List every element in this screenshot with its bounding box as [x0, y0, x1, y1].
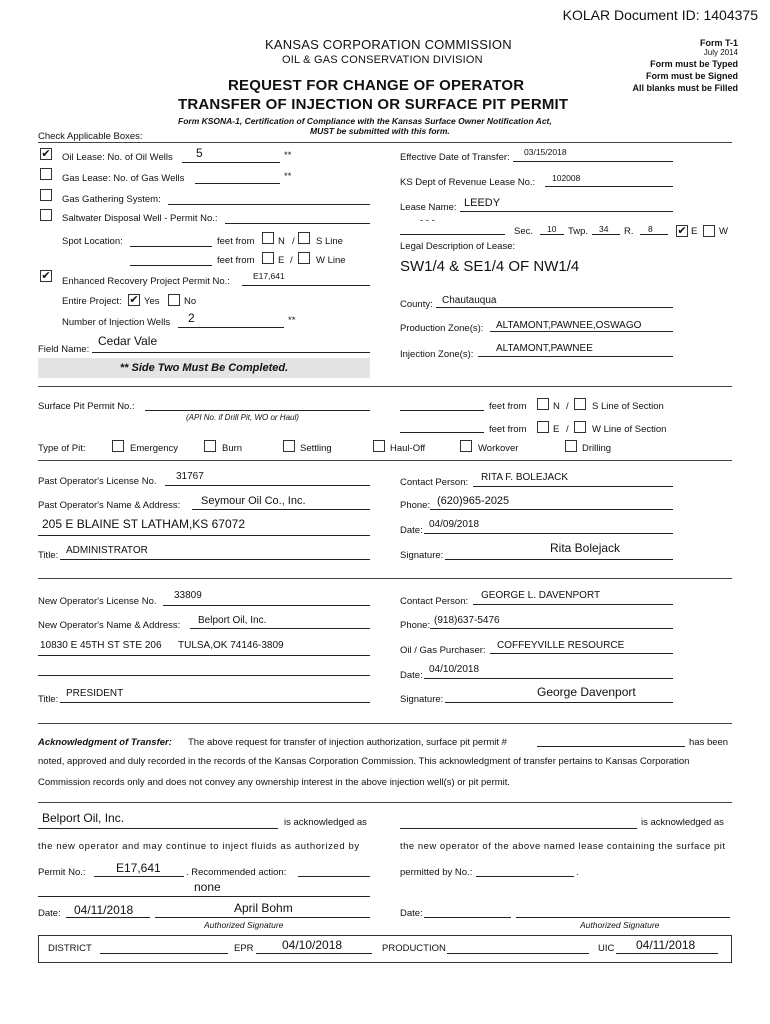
spot-n-label: N — [278, 236, 285, 247]
pit-workover-checkbox[interactable] — [460, 440, 472, 452]
production-zone-label: Production Zone(s): — [400, 323, 484, 334]
lease-name-label: Lease Name: — [400, 202, 457, 213]
kcc-recommended-line[interactable] — [298, 876, 370, 877]
past-license-line — [165, 485, 370, 486]
past-address-line — [38, 535, 370, 536]
form-title-line2: TRANSFER OF INJECTION OR SURFACE PIT PERMIT — [178, 96, 569, 113]
legal-desc-value[interactable]: SW1/4 & SE1/4 OF NW1/4 — [400, 258, 580, 275]
divider — [38, 142, 732, 143]
pit-ew-feet-line[interactable] — [400, 432, 484, 433]
effective-date-line — [513, 161, 673, 162]
oil-lease-label: Oil Lease: No. of Oil Wells — [62, 152, 173, 163]
effective-date-label: Effective Date of Transfer: — [400, 152, 510, 163]
kcc-right-auth-sig: Authorized Signature — [580, 920, 660, 930]
county-label: County: — [400, 299, 433, 310]
lease-name-line — [460, 211, 673, 212]
new-address-line — [38, 655, 370, 656]
spot-s-checkbox[interactable] — [298, 232, 310, 244]
spot-e-label: E — [278, 255, 285, 266]
new-title-value[interactable]: PRESIDENT — [66, 688, 124, 699]
ks-lease-value[interactable]: 102008 — [552, 173, 581, 183]
gas-lease-checkbox[interactable] — [40, 168, 52, 180]
twp-label: Twp. — [568, 226, 589, 237]
swd-permit-line[interactable] — [225, 223, 370, 224]
pit-burn-label: Burn — [222, 443, 243, 454]
injection-wells-value[interactable]: 2 — [188, 311, 195, 325]
entire-project-no: No — [184, 296, 197, 307]
spot-w-checkbox[interactable] — [298, 252, 310, 264]
kcc-right-signature-line[interactable] — [516, 917, 730, 918]
past-license-value[interactable]: 31767 — [176, 471, 204, 482]
new-address-line2[interactable] — [38, 675, 370, 676]
sec-line — [540, 234, 564, 235]
past-name-line — [192, 509, 370, 510]
range-e-label: E — [691, 226, 698, 237]
gas-gathering-line[interactable] — [168, 204, 370, 205]
ack-has-been: has been — [689, 737, 729, 748]
county-line — [436, 307, 673, 308]
epr-label: EPR — [234, 943, 254, 954]
new-license-line — [163, 605, 370, 606]
spot-ns-slash: / — [292, 236, 295, 247]
range-e-checkbox[interactable]: ✔ — [677, 225, 687, 237]
past-date-value[interactable]: 04/09/2018 — [429, 519, 480, 530]
quarter-line[interactable] — [400, 234, 505, 235]
new-name-label: New Operator's Name & Address: — [38, 620, 181, 631]
gas-wells-star: ** — [284, 171, 292, 182]
pit-hauloff-label: Haul-Off — [390, 443, 426, 454]
ks-lease-label: KS Dept of Revenue Lease No.: — [400, 177, 536, 188]
purchaser-label: Oil / Gas Purchaser: — [400, 645, 486, 656]
pit-w-checkbox[interactable] — [574, 421, 586, 433]
new-address-street[interactable]: 10830 E 45TH ST STE 206 — [40, 640, 162, 651]
twp-line — [592, 234, 620, 235]
pit-emergency-checkbox[interactable] — [112, 440, 124, 452]
range-line — [640, 234, 668, 235]
past-title-line — [60, 559, 370, 560]
gas-wells-line[interactable] — [195, 183, 280, 184]
pit-drilling-label: Drilling — [582, 443, 612, 454]
kcc-left-date-label: Date: — [38, 908, 61, 919]
form-date: July 2014 — [703, 48, 738, 57]
pit-api-note: (API No. if Drill Pit, WO or Haul) — [186, 413, 299, 422]
new-title-line — [60, 702, 370, 703]
entire-project-no-checkbox[interactable] — [168, 294, 180, 306]
past-title-label: Title: — [38, 550, 59, 561]
effective-date-value[interactable]: 03/15/2018 — [524, 147, 567, 157]
kcc-action-line — [38, 896, 370, 897]
pit-permit-label: Surface Pit Permit No.: — [38, 401, 135, 412]
ack-text-line1: The above request for transfer of injection authorization, surface pit permit # — [188, 737, 507, 748]
new-name-value[interactable]: Belport Oil, Inc. — [198, 615, 267, 626]
ksona-must: MUST be submitted with this form. — [310, 126, 450, 136]
swd-checkbox[interactable] — [40, 209, 52, 221]
form-id: Form T-1 — [699, 38, 738, 48]
entire-project-label: Entire Project: — [62, 296, 122, 307]
pit-s-checkbox[interactable] — [574, 398, 586, 410]
spot-feet-from-ns: feet from — [217, 236, 255, 247]
new-signature-label: Signature: — [400, 694, 444, 705]
field-name-line — [92, 352, 370, 353]
pit-burn-checkbox[interactable] — [204, 440, 216, 452]
division-name: OIL & GAS CONSERVATION DIVISION — [282, 54, 483, 66]
past-phone-value[interactable]: (620)965-2025 — [437, 495, 510, 507]
spot-w-label: W Line — [316, 255, 346, 266]
twp-value[interactable]: 34 — [599, 224, 609, 234]
kcc-left-text: the new operator and may continue to inject fluids as authorized by — [38, 841, 360, 852]
kcc-permit-label: Permit No.: — [38, 867, 86, 878]
pit-workover-label: Workover — [478, 443, 519, 454]
kcc-right-date-label: Date: — [400, 908, 423, 919]
new-date-label: Date: — [400, 670, 423, 681]
production-label: PRODUCTION — [382, 943, 446, 954]
past-phone-line — [430, 509, 673, 510]
kcc-right-date-line[interactable] — [424, 917, 511, 918]
kcc-permitted-by-label: permitted by No.: — [400, 867, 473, 878]
past-address-value[interactable]: 205 E BLAINE ST LATHAM,KS 67072 — [42, 517, 245, 531]
pit-settling-checkbox[interactable] — [283, 440, 295, 452]
kcc-right-company-line[interactable] — [400, 828, 637, 829]
kcc-action-value[interactable]: none — [194, 880, 221, 894]
kcc-right-is-ack: is acknowledged as — [641, 817, 724, 828]
kcc-right-text: the new operator of the above named lease containing the surface pit — [400, 841, 726, 852]
county-value[interactable]: Chautauqua — [442, 295, 497, 306]
past-phone-label: Phone: — [400, 500, 431, 511]
entire-project-yes-checkbox[interactable]: ✔ — [129, 294, 139, 306]
spot-e-w-feet-line[interactable] — [130, 265, 212, 266]
new-phone-value[interactable]: (918)637-5476 — [434, 615, 500, 626]
past-date-line — [424, 533, 673, 534]
kcc-company-line — [38, 828, 278, 829]
sec-value[interactable]: 10 — [547, 224, 557, 234]
side-two-notice: ** Side Two Must Be Completed. — [38, 358, 370, 378]
district-label: DISTRICT — [48, 943, 92, 954]
gas-gathering-label: Gas Gathering System: — [62, 194, 161, 205]
sec-label: Sec. — [514, 226, 534, 237]
kcc-left-signature-line — [155, 917, 370, 918]
pit-feet-from-ew: feet from — [489, 424, 527, 435]
past-contact-line — [473, 486, 673, 487]
kcc-permitted-by-line[interactable] — [476, 876, 574, 877]
pit-feet-from-ns: feet from — [489, 401, 527, 412]
kcc-recommended-label: . Recommended action: — [186, 867, 287, 878]
district-line[interactable] — [100, 953, 228, 954]
spot-feet-from-ew: feet from — [217, 255, 255, 266]
entire-project-yes: Yes — [144, 296, 160, 307]
injection-zone-value[interactable]: ALTAMONT,PAWNEE — [496, 343, 593, 354]
purchaser-line — [490, 653, 673, 654]
uic-line — [616, 953, 718, 954]
new-signature-value[interactable]: George Davenport — [537, 685, 636, 699]
past-signature-value[interactable]: Rita Bolejack — [550, 541, 621, 555]
divider — [38, 578, 732, 579]
location-dashes: - - - — [420, 215, 435, 226]
spot-location-label: Spot Location: — [62, 236, 123, 247]
kcc-permitted-by-period: . — [576, 867, 579, 878]
new-license-label: New Operator's License No. — [38, 596, 157, 607]
uic-date-value[interactable]: 04/11/2018 — [636, 938, 696, 952]
range-w-checkbox[interactable] — [703, 225, 715, 237]
range-label: R. — [624, 226, 634, 237]
legal-desc-label: Legal Description of Lease: — [400, 241, 516, 252]
check-boxes-label: Check Applicable Boxes: — [38, 131, 143, 142]
kcc-permit-value[interactable]: E17,641 — [116, 861, 161, 875]
oil-wells-star: ** — [284, 150, 292, 161]
pit-e-checkbox[interactable] — [537, 421, 549, 433]
erp-checkbox[interactable]: ✔ — [41, 270, 51, 282]
document-id: KOLAR Document ID: 1404375 — [562, 7, 758, 23]
pit-n-label: N — [553, 401, 560, 412]
past-signature-line — [445, 559, 673, 560]
divider — [38, 723, 732, 724]
note-signed: Form must be Signed — [645, 71, 738, 81]
spot-ew-slash: / — [290, 255, 293, 266]
spot-s-label: S Line — [316, 236, 343, 247]
new-title-label: Title: — [38, 694, 59, 705]
spot-n-checkbox[interactable] — [262, 232, 274, 244]
past-signature-label: Signature: — [400, 550, 444, 561]
new-date-line — [424, 678, 673, 679]
production-line[interactable] — [447, 953, 589, 954]
pit-hauloff-checkbox[interactable] — [373, 440, 385, 452]
uic-label: UIC — [598, 943, 615, 954]
pit-type-label: Type of Pit: — [38, 443, 86, 454]
new-address-city[interactable]: TULSA,OK 74146-3809 — [178, 640, 284, 651]
kcc-left-is-ack: is acknowledged as — [284, 817, 367, 828]
spot-e-checkbox[interactable] — [262, 252, 274, 264]
ack-heading: Acknowledgment of Transfer: — [38, 737, 172, 748]
ack-text-line2: noted, approved and duly recorded in the records of the Kansas Corporation Commission. This acknowledgment of transfer pertains to Kansas Corporation — [38, 756, 690, 767]
kcc-company-value[interactable]: Belport Oil, Inc. — [42, 811, 125, 825]
past-name-label: Past Operator's Name & Address: — [38, 500, 181, 511]
erp-line — [242, 285, 370, 286]
kcc-left-signature-value[interactable]: April Bohm — [234, 901, 293, 915]
new-license-value[interactable]: 33809 — [174, 590, 202, 601]
kcc-permit-line — [94, 876, 184, 877]
field-name-label: Field Name: — [38, 344, 90, 355]
gas-lease-label: Gas Lease: No. of Gas Wells — [62, 173, 185, 184]
new-contact-line — [473, 604, 673, 605]
new-contact-label: Contact Person: — [400, 596, 469, 607]
range-value[interactable]: 8 — [648, 224, 653, 234]
oil-wells-value[interactable]: 5 — [196, 146, 203, 160]
pit-w-label: W Line of Section — [592, 424, 667, 435]
injection-wells-star: ** — [288, 315, 296, 326]
new-name-line — [190, 628, 370, 629]
agency-name: KANSAS CORPORATION COMMISSION — [265, 37, 512, 52]
form-title-line1: REQUEST FOR CHANGE OF OPERATOR — [228, 77, 525, 94]
ksona-note: Form KSONA-1, Certification of Compliance with the Kansas Surface Owner Notification Act, — [178, 116, 552, 126]
swd-label: Saltwater Disposal Well - Permit No.: — [62, 213, 218, 224]
ack-text-line3: Commission records only and does not convey any ownership interest in the above injection well(s) or pit permit. — [38, 777, 511, 788]
past-name-value[interactable]: Seymour Oil Co., Inc. — [201, 495, 306, 507]
pit-ew-slash: / — [566, 424, 569, 435]
past-contact-value[interactable]: RITA F. BOLEJACK — [481, 472, 569, 483]
gas-gathering-checkbox[interactable] — [40, 189, 52, 201]
new-date-value[interactable]: 04/10/2018 — [429, 664, 480, 675]
pit-drilling-checkbox[interactable] — [565, 440, 577, 452]
new-phone-label: Phone: — [400, 620, 431, 631]
pit-n-checkbox[interactable] — [537, 398, 549, 410]
production-zone-value[interactable]: ALTAMONT,PAWNEE,OSWAGO — [496, 320, 642, 331]
note-typed: Form must be Typed — [650, 59, 738, 69]
oil-wells-line — [182, 162, 280, 163]
pit-emergency-label: Emergency — [130, 443, 179, 454]
lease-name-value[interactable]: LEEDY — [464, 197, 501, 209]
divider — [38, 386, 732, 387]
kcc-left-auth-sig: Authorized Signature — [204, 920, 284, 930]
injection-zone-label: Injection Zone(s): — [400, 349, 474, 360]
note-filled: All blanks must be Filled — [632, 83, 738, 93]
injection-zone-line — [478, 356, 673, 357]
pit-permit-line[interactable] — [145, 410, 370, 411]
purchaser-value[interactable]: COFFEYVILLE RESOURCE — [497, 640, 625, 651]
field-name-value[interactable]: Cedar Vale — [98, 334, 158, 348]
new-contact-value[interactable]: GEORGE L. DAVENPORT — [481, 590, 601, 601]
erp-label: Enhanced Recovery Project Permit No.: — [62, 276, 230, 287]
ack-permit-line[interactable] — [537, 746, 685, 747]
epr-date-value[interactable]: 04/10/2018 — [282, 938, 343, 952]
new-signature-line — [445, 702, 673, 703]
pit-s-label: S Line of Section — [592, 401, 664, 412]
past-date-label: Date: — [400, 525, 423, 536]
kcc-left-date-value[interactable]: 04/11/2018 — [74, 903, 134, 917]
divider — [38, 802, 732, 803]
pit-settling-label: Settling — [300, 443, 332, 454]
injection-wells-line — [178, 327, 284, 328]
epr-line — [256, 953, 372, 954]
past-license-label: Past Operator's License No. — [38, 476, 157, 487]
past-title-value[interactable]: ADMINISTRATOR — [66, 545, 148, 556]
pit-e-label: E — [553, 424, 560, 435]
new-phone-line — [430, 628, 673, 629]
erp-permit-value[interactable]: E17,641 — [253, 271, 285, 281]
oil-lease-checkbox[interactable]: ✔ — [41, 148, 51, 160]
spot-n-s-feet-line[interactable] — [130, 246, 212, 247]
pit-ns-feet-line[interactable] — [400, 410, 484, 411]
injection-wells-label: Number of Injection Wells — [62, 317, 171, 328]
range-w-label: W — [719, 226, 728, 237]
past-contact-label: Contact Person: — [400, 477, 469, 488]
divider — [38, 460, 732, 461]
pit-ns-slash: / — [566, 401, 569, 412]
ks-lease-line — [545, 186, 673, 187]
